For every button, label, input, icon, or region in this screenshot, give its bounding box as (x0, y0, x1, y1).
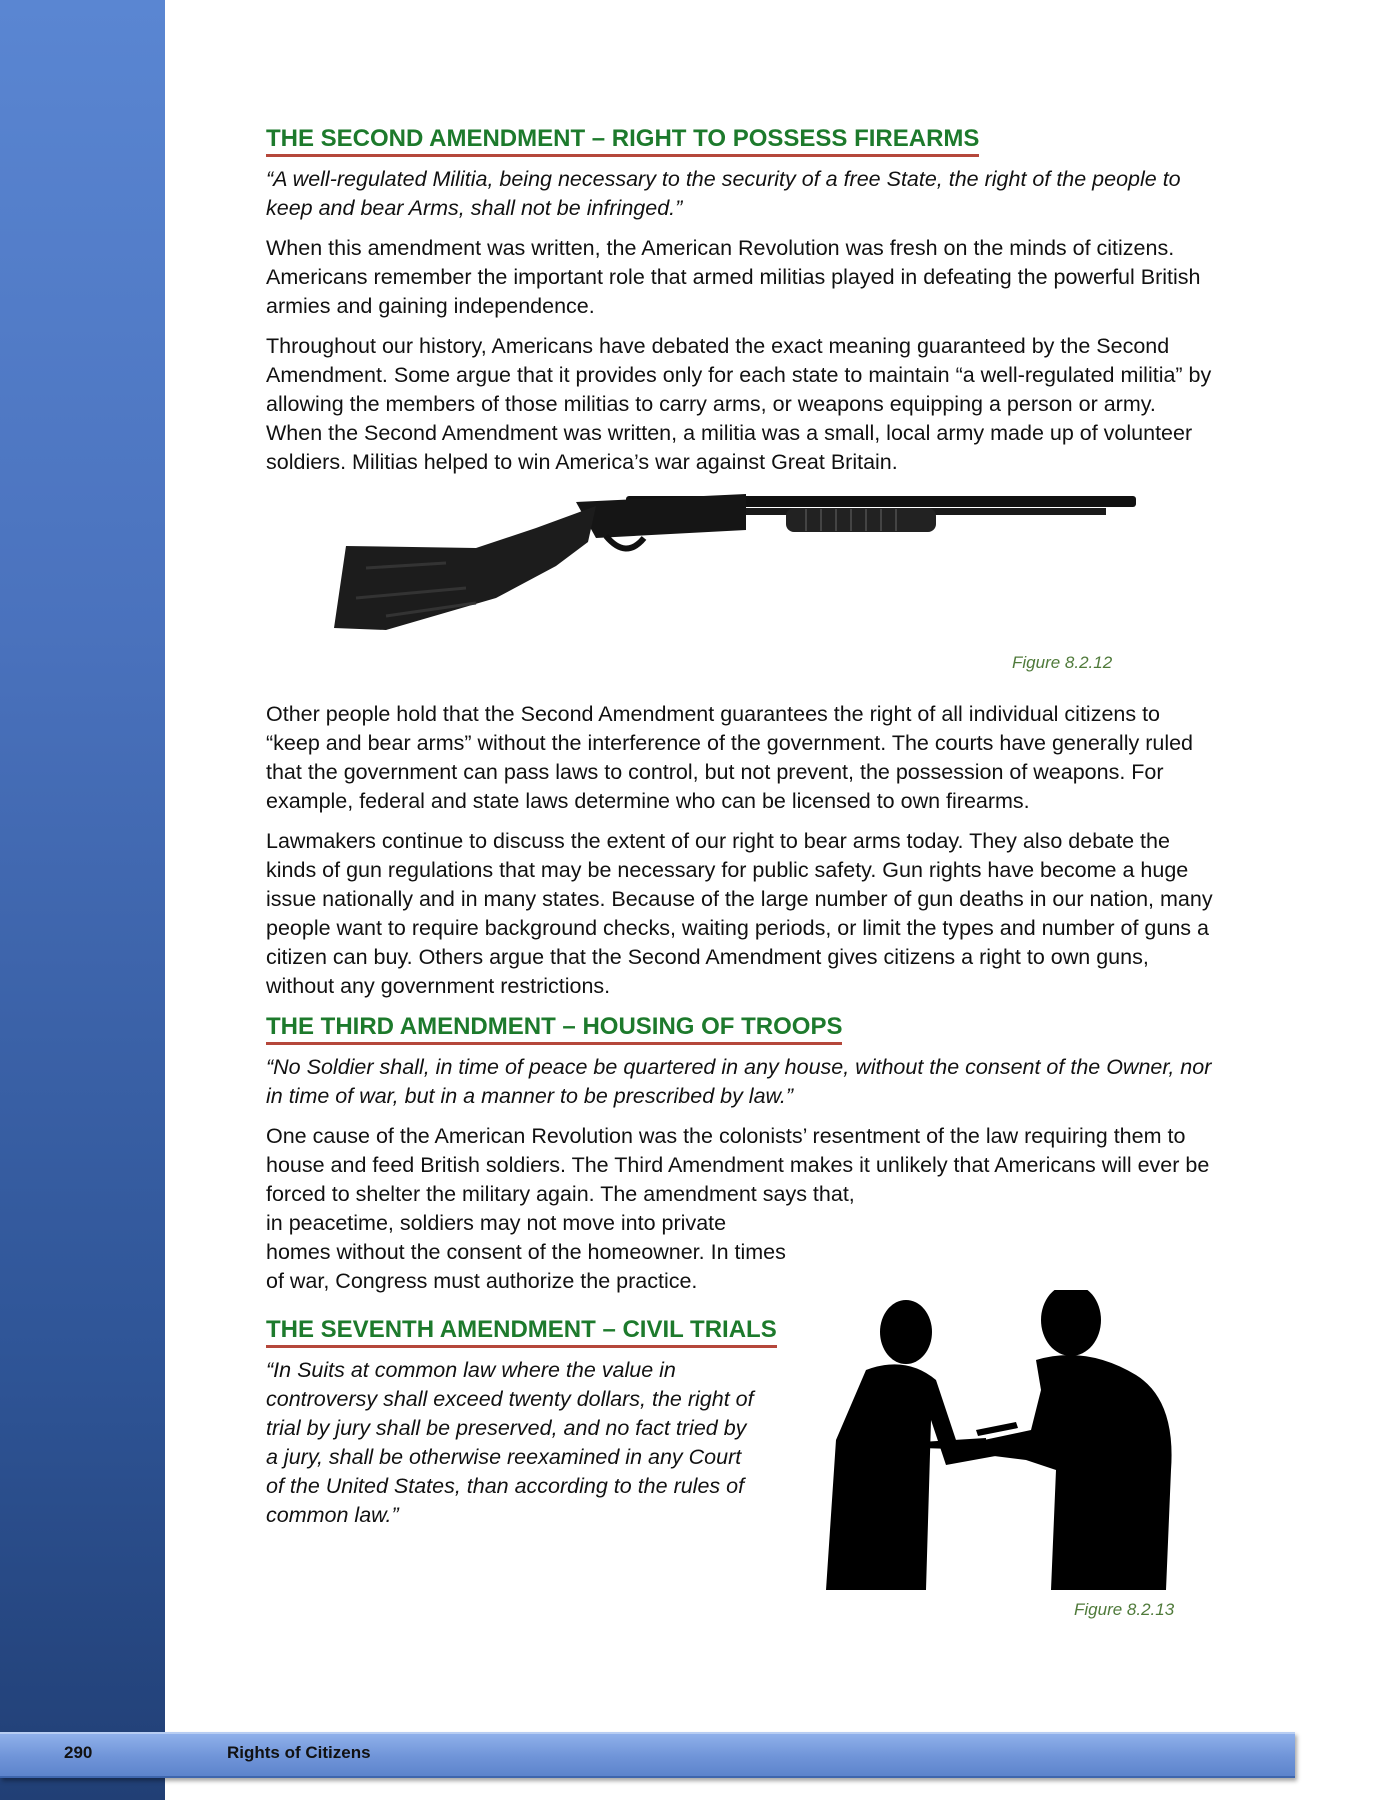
chapter-title: Rights of Citizens (227, 1743, 371, 1762)
seventh-amendment-quote: “In Suits at common law where the value in controversy shall exceed twenty dollars, the right of trial by jury shall be preserved, and no fact tried by a jury, shall be otherwise reexamined in any Court of the United States, than according to the rules of common law.” (266, 1358, 754, 1527)
page-footer-bar (0, 1732, 1295, 1778)
figure-8-2-13-caption: Figure 8.2.13 (1074, 1600, 1175, 1619)
shotgun-image (326, 488, 1146, 638)
second-amendment-paragraph-1: When this amendment was written, the American Revolution was fresh on the minds of citizens. Americans remember the important role that armed militias played in defeating the powerful British armies and gaining independence. (266, 236, 1201, 318)
third-amendment-quote: “No Soldier shall, in time of peace be quartered in any house, without the consent of the Owner, nor in time of war, but in a manner to be prescribed by law.” (266, 1055, 1212, 1108)
seventh-amendment-heading: THE SEVENTH AMENDMENT – CIVIL TRIALS (266, 1315, 777, 1348)
second-amendment-paragraph-2: Throughout our history, Americans have debated the exact meaning guaranteed by the Second Amendment. Some argue that it provides only for each state to maintain “a well-regulated militia” by allowing the members of those militias to carry arms, or weapons equipping a person or army. When the Second Amendment was written, a militia was a small, local army made up of volunteer soldiers. Militias helped to win America’s war against Great Britain. (266, 334, 1212, 474)
second-amendment-heading: THE SECOND AMENDMENT – RIGHT TO POSSESS FIREARMS (266, 124, 979, 157)
second-amendment-paragraph-3: Other people hold that the Second Amendment guarantees the right of all individual citizens to “keep and bear arms” without the interference of the government. The courts have generally ruled that the government can pass laws to control, but not prevent, the possession of weapons. For example, federal and state laws determine who can be licensed to own firearms. (266, 702, 1194, 813)
third-amendment-paragraph-1b: in peacetime, soldiers may not move into private homes without the consent of the homeowner. In times of war, Congress must authorize the practice. (266, 1211, 786, 1293)
second-amendment-paragraph-4: Lawmakers continue to discuss the extent of our right to bear arms today. They also debate the kinds of gun regulations that may be necessary for public safety. Gun rights have become a huge issue nationally and in many states. Because of the large number of gun deaths in our nation, many people want to require background checks, waiting periods, or limit the types and number of guns a citizen can buy. Others argue that the Second Amendment gives citizens a right to own guns, without any government restrictions. (266, 829, 1213, 998)
figure-8-2-12-caption: Figure 8.2.12 (1012, 653, 1113, 672)
second-amendment-quote: “A well-regulated Militia, being necessary to the security of a free State, the right of the people to keep and bear Arms, shall not be infringed.” (266, 167, 1181, 220)
shotgun-figure (266, 488, 1216, 688)
arguing-people-silhouette (826, 1290, 1206, 1590)
left-sidebar-band (0, 0, 165, 1800)
page-number: 290 (64, 1743, 93, 1762)
third-amendment-paragraph-1a: One cause of the American Revolution was the colonists’ resentment of the law requiring them to house and feed British soldiers. The Third Amendment makes it unlikely that Americans will ever be forced to shelter the military again. The amendment says that, (266, 1124, 1210, 1206)
third-amendment-heading: THE THIRD AMENDMENT – HOUSING OF TROOPS (266, 1012, 842, 1045)
